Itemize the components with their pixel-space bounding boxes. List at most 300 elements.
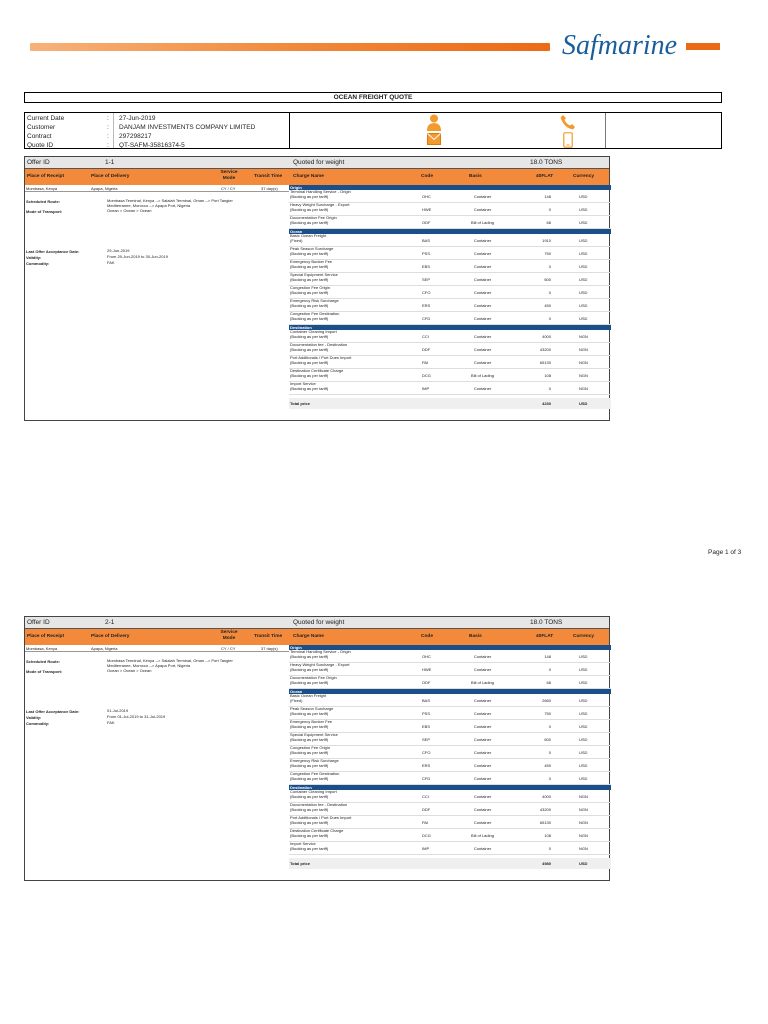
charge-code: EBS bbox=[422, 724, 431, 729]
charge-name-cell bbox=[290, 330, 386, 339]
charge-amount: 600 bbox=[544, 737, 551, 742]
charge-name-cell bbox=[290, 803, 386, 812]
charge-note: (Booking as per tariff) bbox=[290, 762, 329, 768]
charge-name: Destination Certificate Charge bbox=[290, 828, 344, 833]
charge-code: HWE bbox=[422, 207, 432, 212]
section-origin: Origin bbox=[289, 185, 611, 190]
charge-amount: 65130 bbox=[539, 820, 551, 825]
charge-note: (Fixed) bbox=[290, 237, 303, 243]
charge-basis: Container bbox=[473, 316, 492, 321]
charge-currency: USD bbox=[579, 654, 588, 659]
charge-basis: Container bbox=[473, 347, 492, 352]
validity-label: Validity: bbox=[26, 255, 42, 260]
charge-amount: 4000 bbox=[542, 334, 551, 339]
charge-currency: USD bbox=[579, 680, 588, 685]
transport-label: Mode of Transport: bbox=[26, 669, 63, 674]
charge-name: Special Equipment Service bbox=[290, 732, 338, 737]
charge-basis: Container bbox=[473, 251, 492, 256]
charge-code: HWE bbox=[422, 667, 432, 672]
mail-icon bbox=[427, 133, 441, 145]
divider bbox=[289, 113, 290, 148]
charge-name-cell bbox=[290, 203, 386, 212]
offer-id: 1-1 bbox=[105, 159, 115, 166]
total-amount: 4230 bbox=[542, 401, 551, 406]
col-basis: Basis bbox=[469, 634, 482, 639]
customer-row bbox=[27, 141, 287, 150]
charge-code: PSS bbox=[422, 251, 431, 256]
charge-name-cell bbox=[290, 707, 386, 716]
charge-name: Congestion Fee Origin bbox=[290, 745, 331, 750]
charge-amount: 65130 bbox=[539, 360, 551, 365]
transport-label: Mode of Transport: bbox=[26, 209, 63, 214]
charge-name: Basic Ocean Freight bbox=[290, 693, 327, 698]
charge-name: Peak Season Surcharge bbox=[290, 246, 334, 251]
offer-id-label: Offer ID bbox=[27, 159, 50, 166]
charge-code: CFO bbox=[422, 290, 431, 295]
charge-code: DCG bbox=[422, 833, 431, 838]
charge-note: (Booking as per tariff) bbox=[290, 845, 329, 851]
offer-block bbox=[24, 616, 610, 881]
charge-basis: Container bbox=[473, 386, 492, 391]
charge-code: PAI bbox=[422, 820, 429, 825]
col-container: 40FLAT bbox=[536, 634, 554, 639]
charge-amount: 0 bbox=[548, 290, 551, 295]
colon: : bbox=[107, 124, 109, 131]
col-basis: Basis bbox=[469, 174, 482, 179]
charge-basis: Container bbox=[473, 794, 492, 799]
charge-currency: USD bbox=[579, 763, 588, 768]
charge-note: (Booking as per tariff) bbox=[290, 315, 329, 321]
charge-name-cell bbox=[290, 234, 386, 243]
charge-amount: 68 bbox=[546, 220, 551, 225]
offer-header bbox=[25, 617, 609, 629]
transit-value: 37 day(s) bbox=[261, 646, 278, 651]
charge-note: (Booking as per tariff) bbox=[290, 289, 329, 295]
route-line bbox=[25, 185, 289, 192]
charge-basis: Bill of Lading bbox=[471, 833, 494, 838]
charge-name-cell bbox=[290, 190, 386, 199]
charge-name-cell bbox=[290, 273, 386, 282]
charge-basis: Container bbox=[473, 698, 492, 703]
charge-currency: USD bbox=[579, 711, 588, 716]
charge-name-cell bbox=[290, 790, 386, 799]
route-value: Mombasa Terminal, Kenya --> Salalah Terminal, Oman --> Port Tangier bbox=[107, 198, 233, 203]
charge-note: (Booking as per tariff) bbox=[290, 710, 329, 716]
charge-note: (Booking as per tariff) bbox=[290, 749, 329, 755]
charge-name: Congestion Fee Destination bbox=[290, 311, 340, 316]
validity-value: From 29-Jun-2019 to 30-Jun-2019 bbox=[107, 254, 168, 259]
total-label: Total price bbox=[290, 401, 310, 406]
route-label: Scheduled Route: bbox=[26, 199, 61, 204]
charge-name: Special Equipment Service bbox=[290, 272, 338, 277]
charge-note: (Booking as per tariff) bbox=[290, 250, 329, 256]
charge-name-cell bbox=[290, 216, 386, 225]
brand-stripe-end bbox=[686, 43, 720, 50]
charge-name: Heavy Weight Surcharge - Export bbox=[290, 662, 350, 667]
last-date-value: 29-Jun-2019 bbox=[107, 248, 130, 253]
charge-note: (Booking as per tariff) bbox=[290, 806, 329, 812]
charge-note: (Booking as per tariff) bbox=[290, 819, 329, 825]
customer-label: Current Date bbox=[27, 115, 65, 122]
charge-row bbox=[289, 707, 611, 720]
charge-currency: NGN bbox=[579, 820, 588, 825]
section-origin: Origin bbox=[289, 645, 611, 650]
charge-code: SEP bbox=[422, 277, 431, 282]
charge-name: Container Cleaning Import bbox=[290, 329, 337, 334]
charge-basis: Container bbox=[473, 667, 492, 672]
charge-code: CCI bbox=[422, 334, 429, 339]
charge-amount: 4000 bbox=[542, 794, 551, 799]
charge-name-cell bbox=[290, 829, 386, 838]
charge-row bbox=[289, 842, 611, 855]
transport-value: Ocean > Ocean > Ocean bbox=[107, 668, 152, 673]
charge-amount: 450 bbox=[544, 763, 551, 768]
colon: : bbox=[107, 133, 109, 140]
charge-amount: 0 bbox=[548, 776, 551, 781]
customer-row bbox=[27, 132, 287, 141]
charge-name: Emergency Risk Surcharge bbox=[290, 758, 339, 763]
charge-name-cell bbox=[290, 312, 386, 321]
charge-basis: Container bbox=[473, 238, 492, 243]
charge-name-cell bbox=[290, 720, 386, 729]
divider bbox=[605, 113, 606, 148]
charge-note: (Fixed) bbox=[290, 697, 303, 703]
customer-label: Customer bbox=[27, 124, 56, 131]
col-receipt: Place of Receipt bbox=[27, 174, 65, 179]
charge-code: DDF bbox=[422, 807, 431, 812]
section-destination: Destination bbox=[289, 785, 611, 790]
charge-amount: 2660 bbox=[542, 698, 551, 703]
last-date-label: Last Offer Acceptance Date: bbox=[26, 709, 80, 714]
charge-row bbox=[289, 273, 611, 286]
charge-code: DDF bbox=[422, 347, 431, 352]
charge-amount: 0 bbox=[548, 667, 551, 672]
charge-note: (Booking as per tariff) bbox=[290, 359, 329, 365]
charge-name: Destination Certificate Charge bbox=[290, 368, 344, 373]
charge-basis: Bill of Lading bbox=[471, 220, 494, 225]
charge-currency: NGN bbox=[579, 833, 588, 838]
charge-amount: 0 bbox=[548, 724, 551, 729]
charge-amount: 0 bbox=[548, 750, 551, 755]
charge-code: SEP bbox=[422, 737, 431, 742]
charge-name-cell bbox=[290, 247, 386, 256]
charge-currency: USD bbox=[579, 737, 588, 742]
colon: : bbox=[107, 142, 109, 149]
charge-basis: Container bbox=[473, 194, 492, 199]
charge-name: Documentation Fee Origin bbox=[290, 215, 337, 220]
col-currency: Currency bbox=[573, 174, 595, 179]
charge-name-cell bbox=[290, 759, 386, 768]
charge-code: CCI bbox=[422, 794, 429, 799]
charge-code: OHC bbox=[422, 654, 431, 659]
charge-note: (Booking as per tariff) bbox=[290, 385, 329, 391]
charge-row bbox=[289, 382, 611, 395]
charge-name: Emergency Bunker Fee bbox=[290, 719, 333, 724]
charge-amount: 108 bbox=[544, 373, 551, 378]
charge-row bbox=[289, 694, 611, 707]
charge-currency: USD bbox=[579, 667, 588, 672]
charge-currency: USD bbox=[579, 251, 588, 256]
charge-code: ODF bbox=[422, 680, 431, 685]
charge-currency: USD bbox=[579, 220, 588, 225]
charge-basis: Container bbox=[473, 264, 492, 269]
col-transit: Transit Time bbox=[254, 634, 283, 639]
charge-row bbox=[289, 234, 611, 247]
charge-name: Port Additionals / Port Dues Import bbox=[290, 815, 352, 820]
charge-code: DCG bbox=[422, 373, 431, 378]
charge-name-cell bbox=[290, 694, 386, 703]
charge-name: Documentation fee - Destination bbox=[290, 802, 348, 807]
commodity-label: Commodity: bbox=[26, 721, 50, 726]
commodity-value: FAK bbox=[107, 260, 115, 265]
charge-basis: Container bbox=[473, 360, 492, 365]
charge-currency: NGN bbox=[579, 347, 588, 352]
charge-note: (Booking as per tariff) bbox=[290, 333, 329, 339]
charge-amount: 43200 bbox=[539, 807, 551, 812]
charge-currency: USD bbox=[579, 290, 588, 295]
validity-label: Validity: bbox=[26, 715, 42, 720]
section-ocean: Ocean bbox=[289, 689, 611, 694]
charge-basis: Container bbox=[473, 711, 492, 716]
route-line bbox=[25, 645, 289, 652]
charge-code: OHC bbox=[422, 194, 431, 199]
charge-code: CFD bbox=[422, 316, 431, 321]
charge-amount: 1910 bbox=[542, 238, 551, 243]
quoted-weight: 18.0 TONS bbox=[530, 159, 563, 166]
charge-basis: Container bbox=[473, 277, 492, 282]
charge-name: Emergency Risk Surcharge bbox=[290, 298, 339, 303]
commodity-value: FAK bbox=[107, 720, 115, 725]
customer-label: Quote ID bbox=[27, 142, 54, 149]
column-headers bbox=[25, 169, 609, 185]
charge-name: Documentation Fee Origin bbox=[290, 675, 337, 680]
charge-note: (Booking as per tariff) bbox=[290, 346, 329, 352]
charge-row bbox=[289, 829, 611, 842]
quoted-weight: 18.0 TONS bbox=[530, 619, 563, 626]
charge-note: (Booking as per tariff) bbox=[290, 666, 329, 672]
charge-amount: 450 bbox=[544, 303, 551, 308]
charge-name-cell bbox=[290, 772, 386, 781]
customer-value: DANJAM INVESTMENTS COMPANY LIMITED bbox=[119, 124, 256, 131]
charge-note: (Booking as per tariff) bbox=[290, 793, 329, 799]
charge-code: PAI bbox=[422, 360, 429, 365]
col-charge: Charge Name bbox=[293, 174, 324, 179]
delivery-value: Apapa, Nigeria bbox=[91, 646, 118, 651]
charge-note: (Booking as per tariff) bbox=[290, 372, 329, 378]
charge-row bbox=[289, 203, 611, 216]
charge-basis: Container bbox=[473, 807, 492, 812]
charge-name: Peak Season Surcharge bbox=[290, 706, 334, 711]
charge-name-cell bbox=[290, 816, 386, 825]
charge-currency: NGN bbox=[579, 386, 588, 391]
charge-note: (Booking as per tariff) bbox=[290, 193, 329, 199]
brand-stripe bbox=[30, 43, 550, 51]
colon: : bbox=[107, 115, 109, 122]
total-amount: 4980 bbox=[542, 861, 551, 866]
charge-currency: NGN bbox=[579, 360, 588, 365]
route-value-cont: Mediterranee, Morocco --> Apapa Port, Nigeria bbox=[107, 663, 191, 668]
charge-basis: Container bbox=[473, 724, 492, 729]
col-transit: Transit Time bbox=[254, 174, 283, 179]
customer-value: 297298217 bbox=[119, 133, 152, 140]
charge-name: Terminal Handling Service - Origin bbox=[290, 649, 351, 654]
phone-icon bbox=[560, 114, 576, 130]
charge-currency: USD bbox=[579, 698, 588, 703]
delivery-value: Apapa, Nigeria bbox=[91, 186, 118, 191]
total-currency: USD bbox=[579, 861, 588, 866]
col-service: Service Mode bbox=[220, 630, 238, 641]
charge-row bbox=[289, 216, 611, 229]
charge-name: Basic Ocean Freight bbox=[290, 233, 327, 238]
customer-row bbox=[27, 123, 287, 132]
charge-currency: USD bbox=[579, 750, 588, 755]
charge-name: Import Service bbox=[290, 381, 316, 386]
charge-currency: USD bbox=[579, 724, 588, 729]
charge-amount: 0 bbox=[548, 207, 551, 212]
charge-code: CFD bbox=[422, 776, 431, 781]
total-row bbox=[289, 398, 611, 409]
charge-amount: 68 bbox=[546, 680, 551, 685]
charge-currency: NGN bbox=[579, 846, 588, 851]
receipt-value: Mombasa, Kenya bbox=[26, 186, 58, 191]
charge-name-cell bbox=[290, 382, 386, 391]
logo-text: Safmarine bbox=[562, 30, 678, 61]
charge-currency: NGN bbox=[579, 807, 588, 812]
charge-note: (Booking as per tariff) bbox=[290, 723, 329, 729]
charge-name-cell bbox=[290, 343, 386, 352]
customer-label: Contract bbox=[27, 133, 52, 140]
person-icon bbox=[427, 114, 441, 131]
charge-note: (Booking as per tariff) bbox=[290, 653, 329, 659]
offer-id: 2-1 bbox=[105, 619, 115, 626]
charge-currency: USD bbox=[579, 316, 588, 321]
customer-info-box bbox=[24, 112, 722, 149]
charge-name-cell bbox=[290, 663, 386, 672]
total-currency: USD bbox=[579, 401, 588, 406]
charge-note: (Booking as per tariff) bbox=[290, 679, 329, 685]
charge-amount: 750 bbox=[544, 251, 551, 256]
charge-name: Terminal Handling Service - Origin bbox=[290, 189, 351, 194]
charge-name-cell bbox=[290, 842, 386, 851]
column-headers bbox=[25, 629, 609, 645]
charge-name: Heavy Weight Surcharge - Export bbox=[290, 202, 350, 207]
charge-basis: Container bbox=[473, 763, 492, 768]
service-value: CY / CY bbox=[221, 646, 236, 651]
charge-row bbox=[289, 247, 611, 260]
charge-amount: 108 bbox=[544, 833, 551, 838]
charge-note: (Booking as per tariff) bbox=[290, 302, 329, 308]
charge-code: IMP bbox=[422, 386, 430, 391]
charge-basis: Container bbox=[473, 207, 492, 212]
quoted-weight-label: Quoted for weight bbox=[293, 619, 345, 626]
charge-currency: USD bbox=[579, 264, 588, 269]
charge-code: ERS bbox=[422, 303, 431, 308]
page-title: OCEAN FREIGHT QUOTE bbox=[24, 92, 722, 103]
offer-header bbox=[25, 157, 609, 169]
charge-amount: 600 bbox=[544, 277, 551, 282]
charge-code: BAS bbox=[422, 698, 431, 703]
charge-basis: Bill of Lading bbox=[471, 373, 494, 378]
col-service: Service Mode bbox=[220, 170, 238, 181]
transit-value: 37 day(s) bbox=[261, 186, 278, 191]
safmarine-logo bbox=[560, 24, 684, 64]
charge-name-cell bbox=[290, 260, 386, 269]
transport-value: Ocean > Ocean > Ocean bbox=[107, 208, 152, 213]
charge-amount: 0 bbox=[548, 846, 551, 851]
charge-name: Congestion Fee Origin bbox=[290, 285, 331, 290]
validity-value: From 01-Jul-2019 to 31-Jul-2019 bbox=[107, 714, 166, 719]
charge-basis: Container bbox=[473, 820, 492, 825]
charge-name-cell bbox=[290, 356, 386, 365]
charge-basis: Container bbox=[473, 776, 492, 781]
charge-name-cell bbox=[290, 746, 386, 755]
charge-basis: Bill of Lading bbox=[471, 680, 494, 685]
charge-basis: Container bbox=[473, 654, 492, 659]
commodity-label: Commodity: bbox=[26, 261, 50, 266]
section-destination: Destination bbox=[289, 325, 611, 330]
offer-block bbox=[24, 156, 610, 421]
charge-amount: 0 bbox=[548, 386, 551, 391]
last-date-value: 01-Jul-2019 bbox=[107, 708, 129, 713]
charge-currency: USD bbox=[579, 238, 588, 243]
col-code: Code bbox=[421, 174, 433, 179]
section-ocean: Ocean bbox=[289, 229, 611, 234]
total-row bbox=[289, 858, 611, 869]
charge-row bbox=[289, 676, 611, 689]
charge-note: (Booking as per tariff) bbox=[290, 832, 329, 838]
charge-amount: 0 bbox=[548, 316, 551, 321]
charge-name: Documentation fee - Destination bbox=[290, 342, 348, 347]
charge-code: ODF bbox=[422, 220, 431, 225]
charge-code: CFO bbox=[422, 750, 431, 755]
quoted-weight-label: Quoted for weight bbox=[293, 159, 345, 166]
receipt-value: Mombasa, Kenya bbox=[26, 646, 58, 651]
charge-name: Emergency Bunker Fee bbox=[290, 259, 333, 264]
offer-id-label: Offer ID bbox=[27, 619, 50, 626]
charge-amount: 148 bbox=[544, 194, 551, 199]
col-delivery: Place of Delivery bbox=[91, 634, 130, 639]
charge-name: Congestion Fee Destination bbox=[290, 771, 340, 776]
page-number: Page 1 of 3 bbox=[708, 549, 742, 556]
charge-note: (Booking as per tariff) bbox=[290, 206, 329, 212]
charge-row bbox=[289, 663, 611, 676]
charge-basis: Container bbox=[473, 303, 492, 308]
col-currency: Currency bbox=[573, 634, 595, 639]
route-label: Scheduled Route: bbox=[26, 659, 61, 664]
last-date-label: Last Offer Acceptance Date: bbox=[26, 249, 80, 254]
charge-basis: Container bbox=[473, 737, 492, 742]
charge-name-cell bbox=[290, 369, 386, 378]
col-container: 40FLAT bbox=[536, 174, 554, 179]
col-receipt: Place of Receipt bbox=[27, 634, 65, 639]
charge-amount: 0 bbox=[548, 264, 551, 269]
service-value: CY / CY bbox=[221, 186, 236, 191]
charge-row bbox=[289, 733, 611, 746]
charge-name: Container Cleaning Import bbox=[290, 789, 337, 794]
charge-name-cell bbox=[290, 286, 386, 295]
charge-code: ERS bbox=[422, 763, 431, 768]
charge-note: (Booking as per tariff) bbox=[290, 736, 329, 742]
customer-value: QT-SAFM-35816374-5 bbox=[119, 142, 185, 149]
mobile-icon bbox=[563, 132, 573, 148]
col-code: Code bbox=[421, 634, 433, 639]
charge-code: EBS bbox=[422, 264, 431, 269]
charge-currency: USD bbox=[579, 207, 588, 212]
charge-currency: NGN bbox=[579, 334, 588, 339]
total-label: Total price bbox=[290, 861, 310, 866]
charge-code: BAS bbox=[422, 238, 431, 243]
charge-currency: USD bbox=[579, 776, 588, 781]
